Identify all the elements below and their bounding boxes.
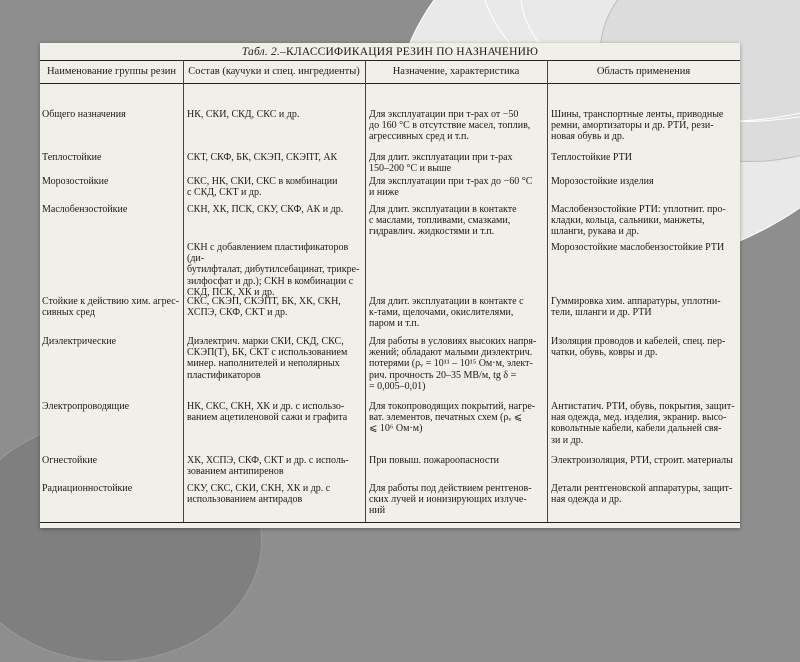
table-image: [40, 43, 740, 528]
header-purpose: Назначение, характеристика: [392, 66, 520, 77]
row-application: Антистатич. РТИ, обувь, покрытия, защит- ная одежда, мед. изделия, экранир. высо- ковольтные кабели, кабели дальней свя- зи и др.: [551, 401, 735, 446]
column-divider: [547, 60, 548, 522]
row-purpose: Для длит. эксплуатации в контакте с к-тами, щелочами, окислителями, паром и т.п.: [369, 296, 524, 330]
table-title: [40, 46, 740, 58]
row-application: Изоляция проводов и кабелей, спец. пер- чатки, обувь, ковры и др.: [551, 336, 726, 359]
row-group-name: Радиационностойкие: [42, 483, 133, 494]
header-application: Область применения: [596, 66, 691, 77]
row-application: Маслобензостойкие РТИ: уплотнит. про- кладки, кольца, сальники, манжеты, шланги, рукава и др.: [551, 204, 726, 238]
row-group-name: Маслобензостойкие: [42, 204, 128, 215]
row-purpose: Для эксплуатации при т-рах до −60 °С и ниже: [369, 176, 533, 199]
row-application: Шины, транспортные ленты, приводные ремни, амортизаторы и др. РТИ, рези- новая обувь и др.: [551, 109, 724, 143]
row-purpose: При повыш. пожароопасности: [369, 455, 500, 466]
table-rule-header: [40, 83, 740, 84]
row-purpose: Для эксплуатации при т-рах от −50 до 160 °С в отсутствие масел, топлив, агрессивных сред и т.п.: [369, 109, 531, 143]
row-group-name: Морозостойкие: [42, 176, 109, 187]
row-application: Электроизоляция, РТИ, строит. материалы: [551, 455, 733, 466]
row-composition: СКС, СКЭП, СКЭПТ, БК, ХК, СКН, ХСПЭ, СКФ, СКТ и др.: [187, 296, 341, 319]
column-divider: [365, 60, 366, 522]
table-number: Табл. 2.: [241, 46, 281, 58]
row-purpose: Для длит. эксплуатации при т-рах 150–200 °С и выше: [369, 152, 513, 175]
row-application: Гуммировка хим. аппаратуры, уплотни- тели, шланги и др. РТИ: [551, 296, 721, 319]
row-purpose: Для длит. эксплуатации в контакте с маслами, топливами, смазками, гидравлич. жидкостями и т.п.: [369, 204, 517, 238]
row-composition: СКУ, СКС, СКИ, СКН, ХК и др. с использованием антирадов: [187, 483, 331, 506]
row-composition: СКН, ХК, ПСК, СКУ, СКФ, АК и др.: [187, 204, 344, 215]
row-application: Теплостойкие РТИ: [551, 152, 632, 163]
row-purpose: Для токопроводящих покрытий, нагре- ват. элементов, печатных схем (ρᵥ ⩽ ⩽ 10⁶ Ом·м): [369, 401, 536, 435]
column-divider: [183, 60, 184, 522]
row-group-name: Огнестойкие: [42, 455, 98, 466]
row-composition: НК, СКИ, СКД, СКС и др.: [187, 109, 300, 120]
row-composition: СКС, НК, СКИ, СКС в комбинации с СКД, СКТ и др.: [187, 176, 338, 199]
table-rule-bottom: [40, 522, 740, 523]
row-application: Морозостойкие маслобензостойкие РТИ: [551, 242, 725, 253]
row-group-name: Общего назначения: [42, 109, 126, 120]
row-group-name: Теплостойкие: [42, 152, 102, 163]
row-group-name: Диэлектрические: [42, 336, 117, 347]
row-group-name: Стойкие к действию хим. агрес- сивных сред: [42, 296, 180, 319]
header-group-name: Наименование группы резин: [46, 66, 177, 77]
row-purpose: Для работы в условиях высоких напря- жений; обладают малыми диэлектрич. потерями (ρᵥ = 10¹¹ – 10¹⁵ Ом·м, элект- рич. прочность 20–35 МВ/м, tg δ = = 0,005–0,01): [369, 336, 537, 392]
row-composition: ХК, ХСПЭ, СКФ, СКТ и др. с исполь- зованием антипиренов: [187, 455, 349, 478]
table-title-text: –КЛАССИФИКАЦИЯ РЕЗИН ПО НАЗНАЧЕНИЮ: [280, 46, 539, 58]
table-rule-top: [40, 60, 740, 61]
row-group-name: Электропроводящие: [42, 401, 130, 412]
row-application: Детали рентгеновской аппаратуры, защит- ная одежда и др.: [551, 483, 733, 506]
row-purpose: Для работы под действием рентгенов- ских лучей и ионизирующих излуче- ний: [369, 483, 532, 517]
row-composition: СКН с добавлением пластификаторов (ди- бутилфталат, дибутилсебацинат, трикре- зилфосфат и др.); СКН в комбинации с СКД, ПСК, ХК и др.: [187, 242, 360, 298]
row-composition: СКТ, СКФ, БК, СКЭП, СКЭПТ, АК: [187, 152, 338, 163]
header-composition: Состав (каучуки и спец. ингредиенты): [188, 66, 360, 77]
row-application: Морозостойкие изделия: [551, 176, 654, 187]
row-composition: НК, СКС, СКН, ХК и др. с использо- ванием ацетиленовой сажи и графита: [187, 401, 348, 424]
row-composition: Диэлектрич. марки СКИ, СКД, СКС, СКЭП(Т), БК, СКТ с использованием минер. наполнителей и неполярных пластификаторов: [187, 336, 348, 381]
